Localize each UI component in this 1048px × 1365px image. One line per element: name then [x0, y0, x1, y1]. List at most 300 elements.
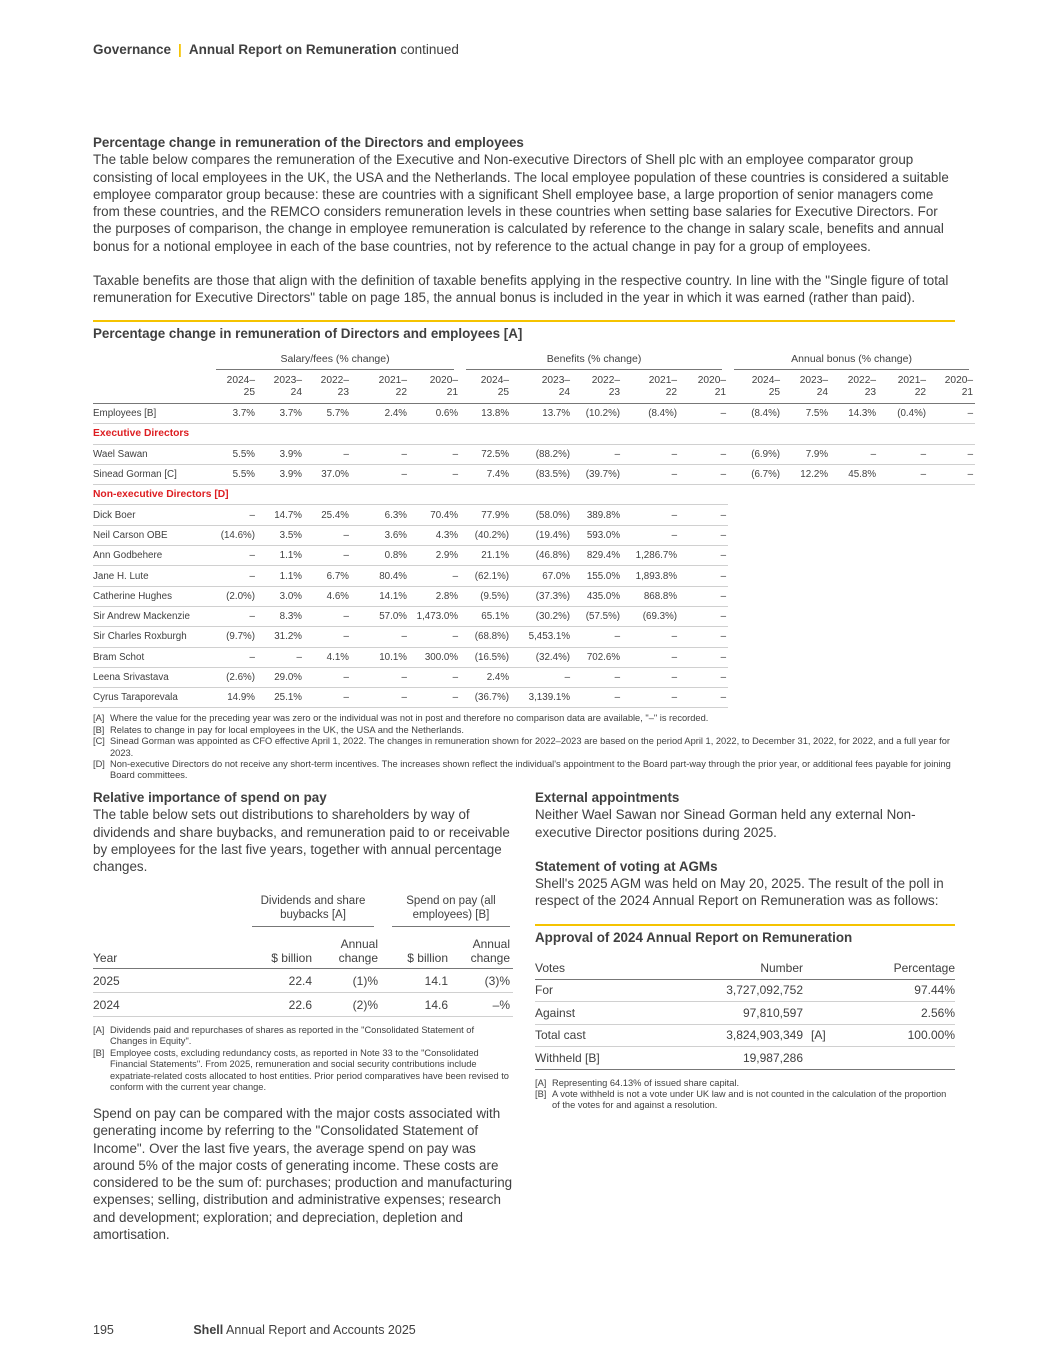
pct-cell: –: [409, 566, 460, 586]
pct-cell: 0.8%: [351, 546, 409, 566]
pct-cell: –: [304, 667, 351, 687]
pct-note-text: Non-executive Directors do not receive any short-term incentives. The increases shown reflect the individual's appointment to the Board part-way through the prior year, or additional fees payable for joining Board committees.: [110, 759, 951, 781]
spend-table: [93, 893, 513, 1017]
pct-cell: –: [830, 444, 878, 464]
pct-cell: (6.9%): [728, 444, 782, 464]
footer-doc-title: Annual Report and Accounts 2025: [226, 1323, 416, 1337]
pct-cell: –: [351, 667, 409, 687]
pct-cell: (2.6%): [210, 667, 257, 687]
pct-table-wrap: [93, 351, 974, 782]
pct-row-name: Sir Andrew Mackenzie: [93, 606, 210, 626]
relative-heading: Relative importance of spend on pay: [93, 790, 327, 805]
pct-cell: –: [409, 444, 460, 464]
pct-table-row: [93, 546, 975, 566]
pct-table-row: [93, 464, 975, 484]
pct-year-header: 2022– 23: [304, 371, 351, 404]
pct-cell: (14.6%): [210, 525, 257, 545]
pct-cell: –: [304, 606, 351, 626]
pct-row-name: Leena Srivastava: [93, 667, 210, 687]
pct-cell: 37.0%: [304, 464, 351, 484]
pct-cell: –: [622, 505, 679, 525]
pct-row-name: Catherine Hughes: [93, 586, 210, 606]
pct-cell: (19.4%): [511, 525, 572, 545]
pct-cell: (36.7%): [460, 688, 511, 708]
pct-note-key: [A]: [93, 713, 105, 724]
pct-table-row: [93, 525, 975, 545]
pct-cell: 7.5%: [782, 404, 830, 424]
pct-cell: 25.1%: [257, 688, 304, 708]
spend-col-div-annual: Annual change: [338, 937, 378, 965]
pct-cell: –: [622, 647, 679, 667]
pct-table-notes: [93, 713, 955, 781]
pct-row-name: Dick Boer: [93, 505, 210, 525]
pct-cell: 72.5%: [460, 444, 511, 464]
external-section: [535, 789, 955, 910]
pct-cell: –: [304, 525, 351, 545]
pct-cell: (57.5%): [572, 606, 622, 626]
pct-cell: –: [572, 688, 622, 708]
pct-cell: –: [679, 647, 728, 667]
approval-label: Withheld [B]: [535, 1047, 645, 1070]
approval-number: 3,824,903,349: [645, 1024, 803, 1047]
approval-note-text: A vote withheld is not a vote under UK law and is not counted in the calculation of the proportion of the votes for and against a resolution.: [552, 1088, 947, 1111]
intro-heading: Percentage change in remuneration of the Directors and employees: [93, 135, 524, 150]
pct-row-name: Employees [B]: [93, 404, 210, 424]
pct-cell: 7.9%: [782, 444, 830, 464]
pct-note: [93, 725, 955, 736]
pct-cell: –: [679, 627, 728, 647]
pct-table-row: [93, 404, 975, 424]
spend-col-pay-annual: Annual change: [470, 937, 510, 965]
pct-group-header: [210, 351, 460, 371]
pct-cell: 1,286.7%: [622, 546, 679, 566]
pct-cell: –: [257, 647, 304, 667]
pct-cell: –: [572, 627, 622, 647]
pct-cell: (10.2%): [572, 404, 622, 424]
pct-cell: –: [351, 444, 409, 464]
approval-note-text: Representing 64.13% of issued share capital.: [552, 1077, 740, 1088]
pct-cell: (68.8%): [460, 627, 511, 647]
spend-col-year: Year: [93, 951, 118, 965]
pct-cell: 593.0%: [572, 525, 622, 545]
pct-cell: 7.4%: [460, 464, 511, 484]
spend-cell-s_val: 14.6: [424, 997, 448, 1012]
pct-cell: (39.7%): [572, 464, 622, 484]
spend-cell-d_chg: (2)%: [352, 997, 378, 1012]
pct-cell: –: [928, 464, 975, 484]
spend-cell-d_val: 22.6: [288, 997, 312, 1012]
approval-pct: 100.00%: [845, 1024, 955, 1047]
pct-cell: 4.1%: [304, 647, 351, 667]
pct-table-row: [93, 505, 975, 525]
pct-cell: (6.7%): [728, 464, 782, 484]
pct-cell: –: [679, 566, 728, 586]
pct-cell: 25.4%: [304, 505, 351, 525]
pct-cell: –: [878, 464, 928, 484]
footer-brand: Shell: [193, 1323, 224, 1337]
pct-row-name: Neil Carson OBE: [93, 525, 210, 545]
pct-cell: 2.8%: [409, 586, 460, 606]
pct-cell: –: [622, 627, 679, 647]
pct-change-table: [93, 351, 975, 708]
pct-cell: –: [351, 464, 409, 484]
pct-row-name: Jane H. Lute: [93, 566, 210, 586]
pct-cell: (88.2%): [511, 444, 572, 464]
spend-cell-d_chg: (1)%: [352, 973, 378, 988]
pct-row-name: Cyrus Taraporevala: [93, 688, 210, 708]
pct-cell: 14.7%: [257, 505, 304, 525]
pct-cell: (40.2%): [460, 525, 511, 545]
pct-cell: (62.1%): [460, 566, 511, 586]
footer-page-number: 195: [93, 1323, 114, 1337]
approval-number: 97,810,597: [645, 1002, 803, 1025]
pct-table-row: [93, 606, 975, 626]
spend-group-pay: Spend on pay (all employees) [B]: [392, 894, 510, 927]
pct-cell: 3.6%: [351, 525, 409, 545]
pct-cell: (9.7%): [210, 627, 257, 647]
approval-row: [535, 1024, 955, 1047]
pct-cell: 389.8%: [572, 505, 622, 525]
page-footer: [93, 1323, 416, 1337]
pct-cell: 14.1%: [351, 586, 409, 606]
pct-cell: (69.3%): [622, 606, 679, 626]
pct-cell: 13.7%: [511, 404, 572, 424]
pct-cell: –: [679, 444, 728, 464]
approval-table: [535, 957, 955, 1070]
pct-cell: 6.3%: [351, 505, 409, 525]
header-title: Annual Report on Remuneration: [188, 42, 397, 57]
approval-note-ref: [803, 1047, 845, 1070]
pct-cell: –: [679, 688, 728, 708]
pct-cell: (37.3%): [511, 586, 572, 606]
approval-note-ref: [803, 979, 845, 1002]
pct-cell: 70.4%: [409, 505, 460, 525]
pct-cell: 77.9%: [460, 505, 511, 525]
approval-number: 3,727,092,752: [645, 979, 803, 1002]
pct-cell: 67.0%: [511, 566, 572, 586]
relative-section: [93, 789, 513, 875]
pct-cell: –: [679, 525, 728, 545]
pct-cell: 31.2%: [257, 627, 304, 647]
pct-year-header: 2021– 22: [878, 371, 928, 404]
pct-cell: 5.5%: [210, 444, 257, 464]
pct-note: [93, 713, 955, 724]
pct-year-header: 2022– 23: [830, 371, 878, 404]
pct-cell: (58.0%): [511, 505, 572, 525]
pct-cell: –: [210, 546, 257, 566]
spend-note: [93, 1048, 513, 1094]
pct-cell: 6.7%: [304, 566, 351, 586]
pct-year-header: 2020– 21: [928, 371, 975, 404]
pct-table-row: [93, 444, 975, 464]
pct-year-header: 2020– 21: [409, 371, 460, 404]
pct-cell: (32.4%): [511, 647, 572, 667]
spend-table-wrap: [93, 893, 513, 1093]
pct-table-row: [93, 647, 975, 667]
spend-note-text: Dividends paid and repurchases of shares as reported in the "Consolidated Statement of Changes in Equity".: [110, 1025, 475, 1047]
pct-cell: 12.2%: [782, 464, 830, 484]
spend-note-key: [A]: [93, 1025, 105, 1035]
pct-year-header: 2021– 22: [622, 371, 679, 404]
pct-cell: –: [210, 606, 257, 626]
pct-group-header-row: [93, 351, 975, 371]
spend-note-text: Employee costs, excluding redundancy costs, as reported in Note 33 to the "Consolidated Financial Statements". From 2025, remuneration and social security contributions include expatriate-related costs allocated to host entities. Prior period comparatives have been revised to conform with the current year change.: [110, 1047, 509, 1093]
pct-cell: 435.0%: [572, 586, 622, 606]
spend-col-div-billion: $ billion: [271, 951, 312, 965]
table-top-rule: [93, 320, 955, 322]
pct-year-header: 2024– 25: [210, 371, 257, 404]
pct-group-label: Annual bonus (% change): [734, 353, 969, 370]
pct-note-key: [B]: [93, 724, 105, 735]
spend-cell-s_chg: (3)%: [484, 973, 510, 988]
pct-cell: –: [511, 667, 572, 687]
pct-cell: –: [351, 627, 409, 647]
pct-note: [93, 736, 955, 759]
pct-cell: 4.6%: [304, 586, 351, 606]
pct-cell: 45.8%: [830, 464, 878, 484]
approval-top-rule: [535, 924, 955, 926]
pct-cell: 829.4%: [572, 546, 622, 566]
pct-cell: (9.5%): [460, 586, 511, 606]
pct-cell: 14.9%: [210, 688, 257, 708]
pct-group-header: [460, 351, 728, 371]
pct-row-name: Ann Godbehere: [93, 546, 210, 566]
pct-cell: 3.5%: [257, 525, 304, 545]
pct-year-header: 2021– 22: [351, 371, 409, 404]
pct-cell: 3.7%: [257, 404, 304, 424]
pct-note-text: Where the value for the preceding year was zero or the individual was not in post and therefore no comparison data are available, "–" is recorded.: [110, 713, 709, 724]
pct-table-row: [93, 667, 975, 687]
spend-cell-s_chg: –%: [492, 997, 510, 1012]
external-heading: External appointments: [535, 790, 680, 805]
pct-cell: –: [928, 404, 975, 424]
spend-table-row: [93, 969, 513, 993]
pct-cell: 2.4%: [460, 667, 511, 687]
pct-row-name: Sir Charles Roxburgh: [93, 627, 210, 647]
pct-cell: –: [622, 444, 679, 464]
pct-cell: –: [878, 444, 928, 464]
pct-year-header-row: [93, 371, 975, 404]
pct-year-header: 2022– 23: [572, 371, 622, 404]
pct-cell: –: [679, 505, 728, 525]
pct-cell: (83.5%): [511, 464, 572, 484]
approval-col-pct: Percentage: [845, 957, 955, 979]
approval-col-number: Number: [645, 957, 803, 979]
pct-row-name: Wael Sawan: [93, 444, 210, 464]
pct-category-row: [93, 485, 975, 505]
pct-note-key: [D]: [93, 759, 105, 770]
pct-cell: –: [679, 667, 728, 687]
pct-cell: 14.3%: [830, 404, 878, 424]
pct-table-row: [93, 586, 975, 606]
pct-year-header: 2023– 24: [511, 371, 572, 404]
pct-cell: 1.1%: [257, 546, 304, 566]
voting-para: Shell's 2025 AGM was held on May 20, 2025. The result of the poll in respect of the 2024 Annual Report on Remuneration was as follows:: [535, 876, 944, 909]
approval-label: Against: [535, 1002, 645, 1025]
pct-cell: (8.4%): [728, 404, 782, 424]
pct-cell: –: [679, 586, 728, 606]
pct-cell: –: [928, 444, 975, 464]
intro-para-1: The table below compares the remuneration of the Executive and Non-executive Directors of Shell plc with an employee comparator group consisting of local employees in the UK, the USA and the Netherlands. The local employee population of these countries is considered a suitable employee comparator group because: these are countries with a significant Shell employee base, a large proportion of senior managers come from these countries, and the REMCO considers remuneration levels in these countries when setting base salaries for Executive Directors. For the purposes of comparison, the change in employee remuneration is calculated by reference to the change in salary scale, benefits and annual bonus for a notional employee in each of the base countries, not by reference to the actual change in pay for a group of employees.: [93, 152, 949, 254]
pct-cell: –: [679, 606, 728, 626]
external-para: Neither Wael Sawan nor Sinead Gorman held any external Non-executive Director positions during 2025.: [535, 807, 916, 840]
approval-label: Total cast: [535, 1024, 645, 1047]
spend-cell-d_val: 22.4: [288, 973, 312, 988]
pct-group-label: Salary/fees (% change): [216, 353, 454, 370]
approval-notes: [535, 1078, 955, 1112]
pct-cell: –: [210, 647, 257, 667]
pct-year-header: 2020– 21: [679, 371, 728, 404]
header-suffix: continued: [400, 42, 459, 57]
approval-col-votes: Votes: [535, 957, 645, 979]
pct-cell: 3,139.1%: [511, 688, 572, 708]
pct-cell: 3.7%: [210, 404, 257, 424]
approval-pct: [845, 1047, 955, 1070]
pct-cell: 13.8%: [460, 404, 511, 424]
pct-cell: –: [304, 444, 351, 464]
pct-cell: 1.1%: [257, 566, 304, 586]
pct-cell: 1,473.0%: [409, 606, 460, 626]
pct-cell: –: [409, 627, 460, 647]
pct-cell: (30.2%): [511, 606, 572, 626]
pct-cell: (8.4%): [622, 404, 679, 424]
pct-category-label: Non-executive Directors [D]: [93, 485, 210, 505]
spend-cell-year: 2025: [93, 973, 120, 988]
header-section: Governance: [93, 42, 172, 57]
approval-note-key: [B]: [535, 1088, 547, 1099]
pct-note-text: Sinead Gorman was appointed as CFO effective April 1, 2022. The changes in remuneration shown for 2022–2023 are based on the period April 1, 2022, to December 31, 2022, for 2022, and a full year for 2023.: [110, 736, 951, 758]
approval-number: 19,987,286: [645, 1047, 803, 1070]
spend-table-notes: [93, 1025, 513, 1093]
pct-cell: –: [409, 667, 460, 687]
pct-cell: –: [304, 627, 351, 647]
pct-cell: 2.9%: [409, 546, 460, 566]
pct-cell: –: [304, 688, 351, 708]
approval-pct: 97.44%: [845, 979, 955, 1002]
pct-year-header: 2024– 25: [728, 371, 782, 404]
pct-cell: 21.1%: [460, 546, 511, 566]
approval-note: [535, 1089, 955, 1112]
relative-para: The table below sets out distributions to shareholders by way of dividends and share buybacks, and remuneration paid to or receivable by employees for the last five years, together with annual percentage changes.: [93, 807, 510, 875]
pct-cell: 8.3%: [257, 606, 304, 626]
pct-cell: 3.0%: [257, 586, 304, 606]
approval-title-wrap: [535, 930, 852, 945]
pct-cell: (16.5%): [460, 647, 511, 667]
spend-note-key: [B]: [93, 1047, 105, 1058]
pct-cell: –: [622, 667, 679, 687]
pct-row-name: Sinead Gorman [C]: [93, 464, 210, 484]
spend-note: [93, 1025, 513, 1048]
pct-cell: –: [622, 464, 679, 484]
pct-cell: 868.8%: [622, 586, 679, 606]
pct-cell: 5,453.1%: [511, 627, 572, 647]
header-separator: |: [178, 42, 182, 57]
pct-cell: 57.0%: [351, 606, 409, 626]
pct-group-header: [728, 351, 975, 371]
spend-table-row: [93, 993, 513, 1017]
pct-cell: –: [679, 404, 728, 424]
pct-cell: (46.8%): [511, 546, 572, 566]
pct-cell: 29.0%: [257, 667, 304, 687]
pct-cell: 65.1%: [460, 606, 511, 626]
pct-cell: 2.4%: [351, 404, 409, 424]
pct-cell: –: [679, 546, 728, 566]
pct-cell: 5.7%: [304, 404, 351, 424]
pct-table-row: [93, 566, 975, 586]
pct-year-header: 2023– 24: [782, 371, 830, 404]
approval-row: [535, 979, 955, 1002]
pct-cell: –: [210, 505, 257, 525]
pct-cell: 155.0%: [572, 566, 622, 586]
pct-table-title: Percentage change in remuneration of Directors and employees [A]: [93, 326, 523, 341]
pct-table-row: [93, 627, 975, 647]
approval-note-ref: [A]: [803, 1024, 845, 1047]
pct-cell: 0.6%: [409, 404, 460, 424]
spend-para-2-text: Spend on pay can be compared with the major costs associated with generating income by referring to the "Consolidated Statement of Income". Over the last five years, the average spend on pay was around 5% of the major costs of generating income. These costs are considered to be the sum of: purchases; production and manufacturing expenses; selling, distribution and administrative expenses; research and development; exploration; and depreciation, depletion and amortisation.: [93, 1106, 513, 1243]
pct-year-header: 2024– 25: [460, 371, 511, 404]
approval-label: For: [535, 979, 645, 1002]
approval-row: [535, 1047, 955, 1070]
pct-cell: –: [679, 464, 728, 484]
intro-para-2: Taxable benefits are those that align with the definition of taxable benefits applying in the respective country. In line with the "Single figure of total remuneration for Executive Directors" table on page 185, the annual bonus is included in the year in which it was earned (rather than paid).: [93, 273, 949, 306]
pct-cell: –: [351, 688, 409, 708]
pct-cell: (0.4%): [878, 404, 928, 424]
spend-cell-s_val: 14.1: [424, 973, 448, 988]
pct-cell: (2.0%): [210, 586, 257, 606]
pct-cell: 4.3%: [409, 525, 460, 545]
pct-cell: –: [409, 688, 460, 708]
approval-note-ref: [803, 1002, 845, 1025]
pct-cell: 80.4%: [351, 566, 409, 586]
pct-cell: –: [622, 688, 679, 708]
pct-row-name: Bram Schot: [93, 647, 210, 667]
pct-table-row: [93, 688, 975, 708]
approval-table-wrap: [535, 957, 955, 1112]
pct-category-row: [93, 424, 975, 444]
pct-cell: 3.9%: [257, 464, 304, 484]
pct-cell: 702.6%: [572, 647, 622, 667]
spend-para-2: [93, 1105, 513, 1243]
spend-cell-year: 2024: [93, 997, 120, 1012]
pct-cell: 5.5%: [210, 464, 257, 484]
pct-cell: –: [572, 444, 622, 464]
pct-group-label: Benefits (% change): [466, 353, 722, 370]
pct-note-key: [C]: [93, 736, 105, 747]
pct-cell: 1,893.8%: [622, 566, 679, 586]
pct-year-header: 2023– 24: [257, 371, 304, 404]
pct-cell: 300.0%: [409, 647, 460, 667]
approval-row: [535, 1002, 955, 1025]
approval-note-key: [A]: [535, 1077, 547, 1088]
pct-table-title-wrap: [93, 326, 522, 341]
approval-pct: 2.56%: [845, 1002, 955, 1025]
page-header: [93, 42, 459, 57]
approval-note: [535, 1078, 955, 1089]
spend-group-dividends: Dividends and share buybacks [A]: [252, 894, 374, 927]
pct-cell: –: [210, 566, 257, 586]
pct-note-text: Relates to change in pay for local employees in the UK, the USA and the Netherlands.: [110, 724, 465, 735]
pct-category-label: Executive Directors: [93, 424, 210, 444]
pct-cell: –: [304, 546, 351, 566]
pct-cell: 3.9%: [257, 444, 304, 464]
intro-section: [93, 134, 957, 324]
spend-col-pay-billion: $ billion: [407, 951, 448, 965]
pct-cell: 10.1%: [351, 647, 409, 667]
pct-cell: –: [409, 464, 460, 484]
pct-cell: –: [572, 667, 622, 687]
pct-cell: –: [622, 525, 679, 545]
approval-title: Approval of 2024 Annual Report on Remuneration: [535, 930, 853, 945]
